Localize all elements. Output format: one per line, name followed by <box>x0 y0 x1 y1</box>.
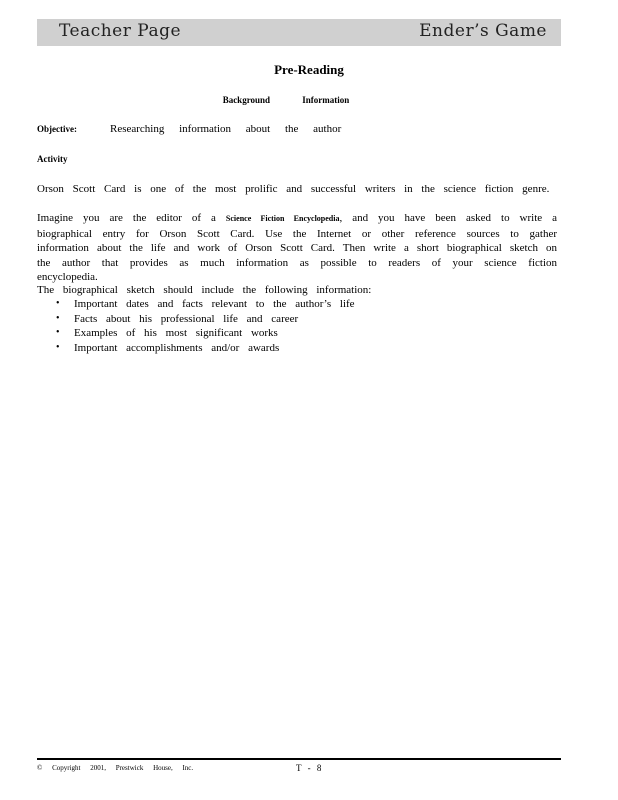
page-title: Pre-Reading <box>274 62 344 77</box>
list-item <box>52 312 355 327</box>
requirements-list <box>52 297 355 355</box>
header-right-title: Ender’s Game <box>419 21 547 41</box>
bullet-icon: • <box>56 327 60 338</box>
bullet-icon: • <box>56 312 60 324</box>
list-item-text: Facts about his professional life and career <box>74 312 299 325</box>
page-subtitle: Background Information <box>222 95 350 105</box>
objective-label: Objective: <box>37 124 77 134</box>
sketch-requirements-intro: The biographical sketch should include the following information: <box>37 284 372 296</box>
list-item-text: Important accomplishments and/or awards <box>74 341 280 354</box>
assignment-text-before: Imagine you are the editor of a <box>37 212 226 224</box>
header-left-title: Teacher Page <box>59 21 182 41</box>
footer-divider <box>37 758 561 760</box>
list-item-text: Important dates and facts relevant to the author’s life <box>74 298 355 310</box>
list-item <box>52 297 355 312</box>
footer-page-number: T - 8 <box>296 763 324 773</box>
bullet-icon: • <box>56 341 60 353</box>
list-item-text: Examples of his most significant works <box>74 327 278 339</box>
activity-label: Activity <box>37 154 68 164</box>
list-item <box>52 326 355 341</box>
objective-text: Researching information about the author <box>110 123 342 135</box>
list-item <box>52 341 355 356</box>
bullet-icon: • <box>56 298 60 309</box>
intro-paragraph: Orson Scott Card is one of the most prolific and successful writers in the science fiction genre. <box>37 183 550 195</box>
assignment-text-after: , and you have been asked to write a biographical entry for Orson Scott Card. Use the Internet or other reference sources to gather information about the life and work of Orson Scott Card. Then write a short biographical sketch on the author that provides as much information as possible to readers of your science fiction encyclopedia. <box>37 212 557 283</box>
footer-copyright: © Copyright 2001, Prestwick House, Inc. <box>37 764 194 772</box>
header-bar <box>37 19 561 46</box>
encyclopedia-title: Science Fiction Encyclopedia <box>225 214 340 223</box>
assignment-paragraph <box>37 211 557 285</box>
